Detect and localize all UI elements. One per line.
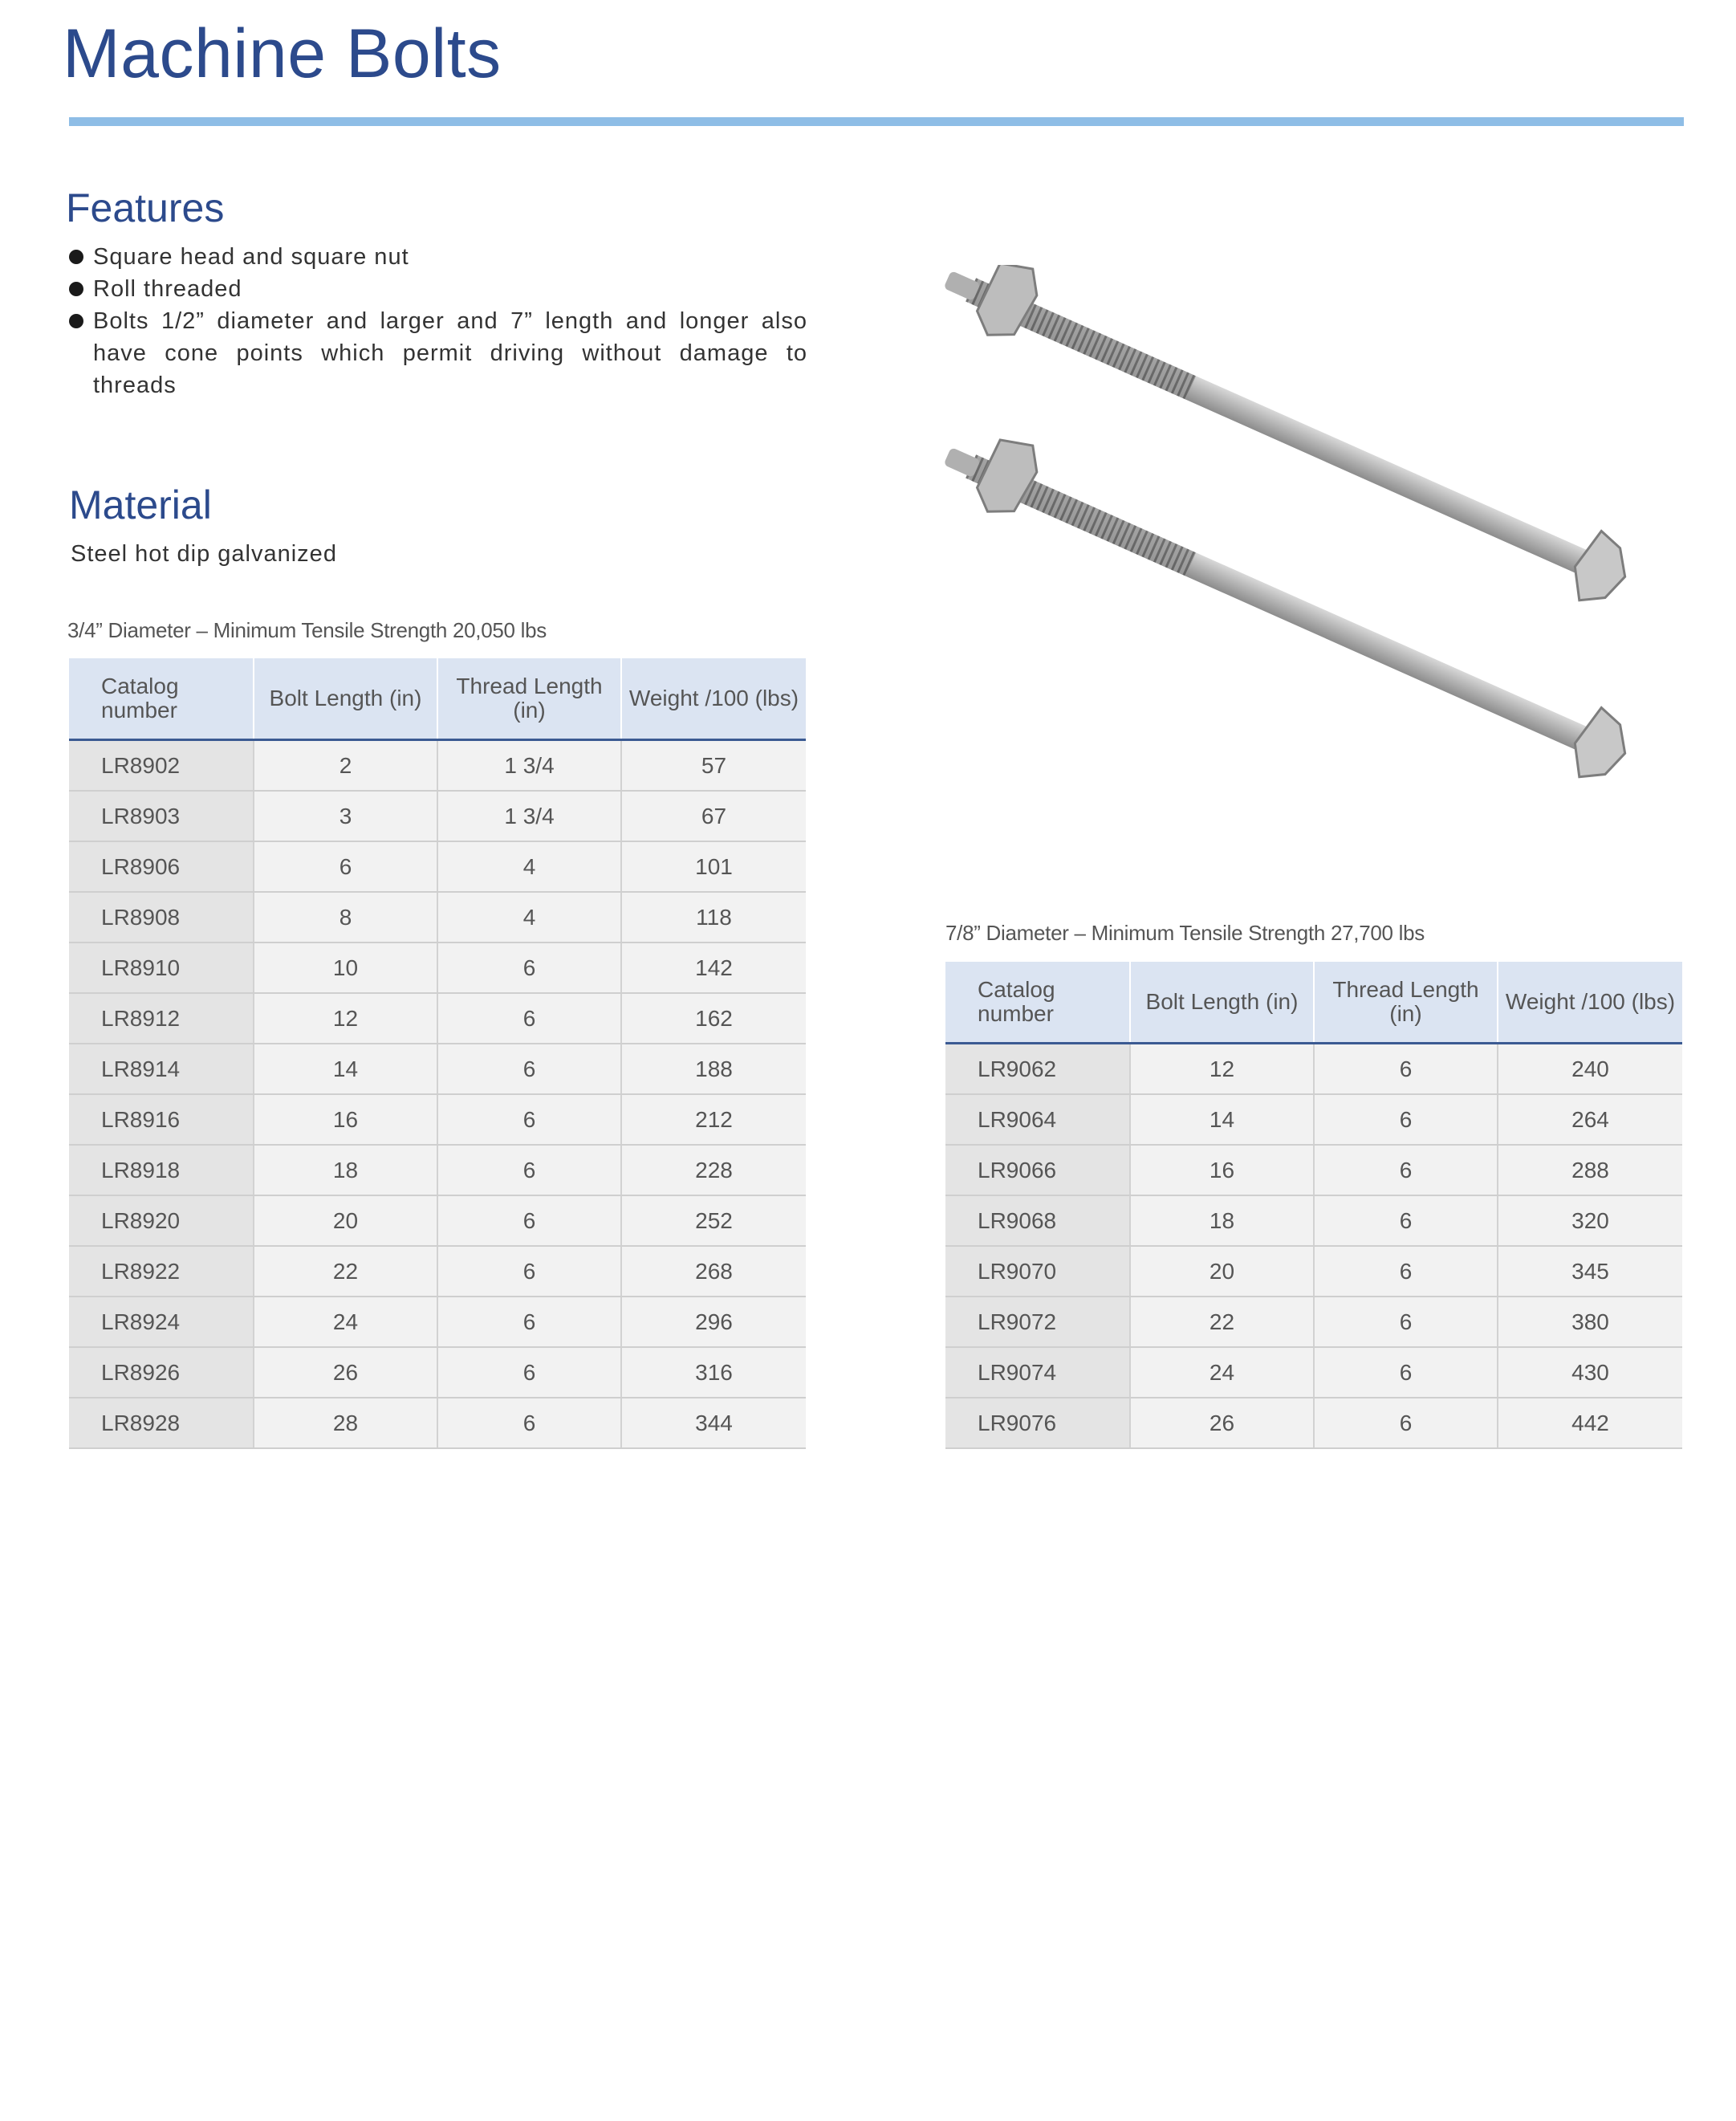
- bolt-length-cell: 26: [1130, 1398, 1314, 1448]
- bolt-two: [939, 416, 1641, 790]
- catalog-number-cell: LR9070: [945, 1246, 1130, 1297]
- header-catalog-number: Catalog number: [69, 658, 254, 740]
- bolt-length-cell: 26: [254, 1347, 437, 1398]
- thread-length-cell: 1 3/4: [437, 791, 621, 841]
- table-row: [69, 1297, 806, 1347]
- bolt-length-cell: 3: [254, 791, 437, 841]
- table-row: [945, 1347, 1682, 1398]
- weight-cell: 344: [621, 1398, 806, 1448]
- thread-length-cell: 6: [1314, 1297, 1498, 1347]
- thread-length-cell: 4: [437, 892, 621, 942]
- table-row: [69, 1246, 806, 1297]
- thread-length-cell: 6: [437, 1297, 621, 1347]
- catalog-number-cell: LR8926: [69, 1347, 254, 1398]
- catalog-number-cell: LR8906: [69, 841, 254, 892]
- table-row: [69, 892, 806, 942]
- bolt-length-cell: 2: [254, 740, 437, 792]
- weight-cell: 228: [621, 1145, 806, 1195]
- table-row: [945, 1195, 1682, 1246]
- weight-cell: 162: [621, 993, 806, 1044]
- catalog-number-cell: LR8920: [69, 1195, 254, 1246]
- thread-length-cell: 6: [1314, 1347, 1498, 1398]
- thread-length-cell: 6: [437, 1044, 621, 1094]
- weight-cell: 264: [1498, 1094, 1682, 1145]
- catalog-number-cell: LR8916: [69, 1094, 254, 1145]
- table-row: [945, 1297, 1682, 1347]
- catalog-number-cell: LR8922: [69, 1246, 254, 1297]
- bolt-length-cell: 16: [254, 1094, 437, 1145]
- feature-item-text: Bolts 1/2” diameter and larger and 7” length and longer also have cone points which permit driving without damage to threads: [93, 308, 807, 398]
- table-row: [69, 1398, 806, 1448]
- table-row: [69, 942, 806, 993]
- weight-cell: 118: [621, 892, 806, 942]
- thread-length-cell: 6: [437, 942, 621, 993]
- thread-length-cell: 6: [437, 1398, 621, 1448]
- weight-cell: 252: [621, 1195, 806, 1246]
- weight-cell: 296: [621, 1297, 806, 1347]
- weight-cell: 316: [621, 1347, 806, 1398]
- bullet-icon: [69, 314, 83, 328]
- bolt-length-cell: 6: [254, 841, 437, 892]
- thread-length-cell: 6: [437, 1246, 621, 1297]
- weight-cell: 142: [621, 942, 806, 993]
- thread-length-cell: 6: [437, 1347, 621, 1398]
- thread-length-cell: 6: [1314, 1246, 1498, 1297]
- features-list: [69, 241, 807, 401]
- catalog-number-cell: LR8914: [69, 1044, 254, 1094]
- thread-length-cell: 6: [1314, 1145, 1498, 1195]
- catalog-number-cell: LR8908: [69, 892, 254, 942]
- catalog-number-cell: LR9074: [945, 1347, 1130, 1398]
- bolt-one: [939, 265, 1641, 613]
- table-row: [69, 1145, 806, 1195]
- bolt-length-cell: 24: [254, 1297, 437, 1347]
- weight-cell: 345: [1498, 1246, 1682, 1297]
- weight-cell: 380: [1498, 1297, 1682, 1347]
- table-caption-3-4-diameter: 3/4” Diameter – Minimum Tensile Strength 20,050 lbs: [67, 618, 547, 642]
- material-heading: Material: [69, 482, 212, 527]
- table-caption-7-8-diameter: 7/8” Diameter – Minimum Tensile Strength 27,700 lbs: [945, 921, 1425, 945]
- table-row: [69, 740, 806, 792]
- machine-bolts-photo: [939, 265, 1685, 795]
- spec-table-7-8-diameter: [945, 962, 1682, 1449]
- table-row: [69, 1094, 806, 1145]
- weight-cell: 320: [1498, 1195, 1682, 1246]
- weight-cell: 212: [621, 1094, 806, 1145]
- weight-cell: 268: [621, 1246, 806, 1297]
- bolt-length-cell: 16: [1130, 1145, 1314, 1195]
- catalog-number-cell: LR8924: [69, 1297, 254, 1347]
- table-row: [69, 841, 806, 892]
- weight-cell: 67: [621, 791, 806, 841]
- table-row: [69, 993, 806, 1044]
- table-row: [69, 1347, 806, 1398]
- thread-length-cell: 6: [1314, 1398, 1498, 1448]
- weight-cell: 101: [621, 841, 806, 892]
- catalog-number-cell: LR8903: [69, 791, 254, 841]
- table-row: [69, 1195, 806, 1246]
- bolt-length-cell: 20: [254, 1195, 437, 1246]
- weight-cell: 57: [621, 740, 806, 792]
- bullet-icon: [69, 250, 83, 264]
- thread-length-cell: 6: [437, 1145, 621, 1195]
- feature-item: [69, 305, 807, 401]
- thread-length-cell: 6: [437, 993, 621, 1044]
- catalog-number-cell: LR8902: [69, 740, 254, 792]
- header-bolt-length: Bolt Length (in): [254, 658, 437, 740]
- header-catalog-number: Catalog number: [945, 962, 1130, 1044]
- table-row: [945, 1398, 1682, 1448]
- page-title: Machine Bolts: [63, 15, 502, 92]
- bolt-length-cell: 18: [1130, 1195, 1314, 1246]
- table-row: [69, 791, 806, 841]
- feature-item-text: Roll threaded: [93, 276, 242, 302]
- thread-length-cell: 6: [437, 1094, 621, 1145]
- table-row: [945, 1044, 1682, 1095]
- catalog-number-cell: LR9076: [945, 1398, 1130, 1448]
- thread-length-cell: 6: [1314, 1044, 1498, 1095]
- thread-length-cell: 4: [437, 841, 621, 892]
- catalog-number-cell: LR9072: [945, 1297, 1130, 1347]
- features-heading: Features: [66, 185, 225, 230]
- bolt-length-cell: 24: [1130, 1347, 1314, 1398]
- feature-item: [69, 241, 807, 273]
- bolt-length-cell: 14: [254, 1044, 437, 1094]
- catalog-number-cell: LR9066: [945, 1145, 1130, 1195]
- bolt-length-cell: 22: [254, 1246, 437, 1297]
- thread-length-cell: 1 3/4: [437, 740, 621, 792]
- catalog-number-cell: LR8910: [69, 942, 254, 993]
- bolt-length-cell: 18: [254, 1145, 437, 1195]
- bolt-length-cell: 20: [1130, 1246, 1314, 1297]
- header-thread-length: Thread Length (in): [437, 658, 621, 740]
- feature-item: [69, 273, 807, 305]
- header-bolt-length: Bolt Length (in): [1130, 962, 1314, 1044]
- bolt-length-cell: 12: [254, 993, 437, 1044]
- catalog-number-cell: LR8928: [69, 1398, 254, 1448]
- thread-length-cell: 6: [1314, 1195, 1498, 1246]
- table-row: [69, 1044, 806, 1094]
- catalog-number-cell: LR9068: [945, 1195, 1130, 1246]
- table-row: [945, 1246, 1682, 1297]
- material-text: Steel hot dip galvanized: [71, 541, 337, 567]
- weight-cell: 430: [1498, 1347, 1682, 1398]
- bolt-length-cell: 10: [254, 942, 437, 993]
- bolt-length-cell: 28: [254, 1398, 437, 1448]
- spec-table-3-4-diameter: [69, 658, 806, 1449]
- header-weight: Weight /100 (lbs): [621, 658, 806, 740]
- feature-item-text: Square head and square nut: [93, 244, 409, 270]
- bolt-length-cell: 12: [1130, 1044, 1314, 1095]
- bolt-length-cell: 8: [254, 892, 437, 942]
- title-divider: [69, 117, 1684, 126]
- catalog-number-cell: LR8912: [69, 993, 254, 1044]
- bolt-length-cell: 14: [1130, 1094, 1314, 1145]
- bullet-icon: [69, 282, 83, 296]
- weight-cell: 188: [621, 1044, 806, 1094]
- thread-length-cell: 6: [437, 1195, 621, 1246]
- catalog-number-cell: LR9062: [945, 1044, 1130, 1095]
- catalog-number-cell: LR9064: [945, 1094, 1130, 1145]
- table-row: [945, 1094, 1682, 1145]
- thread-length-cell: 6: [1314, 1094, 1498, 1145]
- weight-cell: 288: [1498, 1145, 1682, 1195]
- table-header-row: [945, 962, 1682, 1044]
- bolt-length-cell: 22: [1130, 1297, 1314, 1347]
- table-row: [945, 1145, 1682, 1195]
- weight-cell: 442: [1498, 1398, 1682, 1448]
- weight-cell: 240: [1498, 1044, 1682, 1095]
- header-thread-length: Thread Length (in): [1314, 962, 1498, 1044]
- table-header-row: [69, 658, 806, 740]
- header-weight: Weight /100 (lbs): [1498, 962, 1682, 1044]
- catalog-number-cell: LR8918: [69, 1145, 254, 1195]
